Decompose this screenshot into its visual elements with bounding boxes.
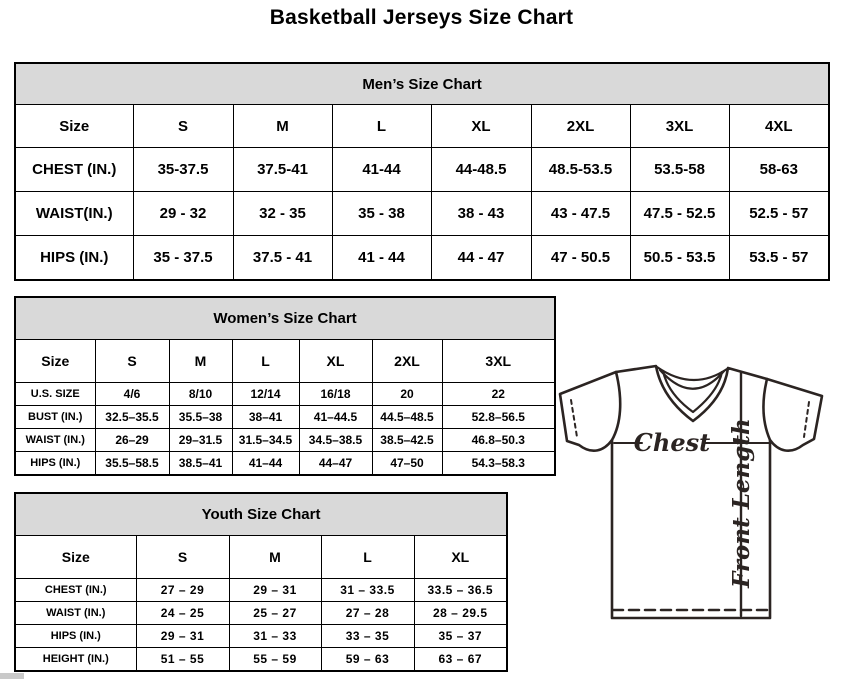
- table-cell: 34.5–38.5: [299, 429, 372, 452]
- table-cell: 52.8–56.5: [442, 406, 555, 429]
- table-cell: 35 - 38: [332, 192, 431, 236]
- row-label: CHEST (IN.): [15, 148, 133, 192]
- table-cell: 27 – 29: [136, 579, 229, 602]
- table-cell: 20: [372, 383, 442, 406]
- table-cell: 47–50: [372, 452, 442, 476]
- table-cell: 54.3–58.3: [442, 452, 555, 476]
- table-cell: 31.5–34.5: [232, 429, 299, 452]
- table-cell: 27 – 28: [321, 602, 414, 625]
- table-cell: 32 - 35: [233, 192, 332, 236]
- womens-size-chart-table: [14, 296, 556, 476]
- row-label: HIPS (IN.): [15, 452, 95, 476]
- chest-label: Chest: [633, 428, 711, 457]
- table-cell: 41-44: [332, 148, 431, 192]
- table-cell: 29 – 31: [229, 579, 321, 602]
- column-header: XL: [299, 340, 372, 383]
- column-header: 4XL: [729, 105, 829, 148]
- row-label: WAIST (IN.): [15, 602, 136, 625]
- column-header: 2XL: [531, 105, 630, 148]
- table-row: [15, 625, 507, 648]
- table-cell: 47.5 - 52.5: [630, 192, 729, 236]
- column-header: S: [133, 105, 233, 148]
- table-cell: 38–41: [232, 406, 299, 429]
- table-row: [15, 192, 829, 236]
- column-header: Size: [15, 340, 95, 383]
- table-cell: 53.5-58: [630, 148, 729, 192]
- column-header: XL: [414, 536, 507, 579]
- table-cell: 44–47: [299, 452, 372, 476]
- jersey-outline: [560, 366, 822, 618]
- table-cell: 33.5 – 36.5: [414, 579, 507, 602]
- table-cell: 38.5–41: [169, 452, 232, 476]
- partial-ui-fragment: [0, 673, 24, 679]
- table-cell: 53.5 - 57: [729, 236, 829, 281]
- table-row: [15, 236, 829, 281]
- womens-chart-header: Women’s Size Chart: [15, 297, 555, 340]
- table-cell: 50.5 - 53.5: [630, 236, 729, 281]
- table-cell: 52.5 - 57: [729, 192, 829, 236]
- table-cell: 28 – 29.5: [414, 602, 507, 625]
- table-cell: 44.5–48.5: [372, 406, 442, 429]
- table-cell: 41–44: [232, 452, 299, 476]
- table-cell: 47 - 50.5: [531, 236, 630, 281]
- table-cell: 35.5–58.5: [95, 452, 169, 476]
- table-row: [15, 148, 829, 192]
- column-header: L: [232, 340, 299, 383]
- table-cell: 31 – 33: [229, 625, 321, 648]
- table-cell: 43 - 47.5: [531, 192, 630, 236]
- table-cell: 38.5–42.5: [372, 429, 442, 452]
- table-cell: 35 - 37.5: [133, 236, 233, 281]
- column-header: M: [229, 536, 321, 579]
- mens-chart-header: Men’s Size Chart: [15, 63, 829, 105]
- table-row: [15, 406, 555, 429]
- row-label: HEIGHT (IN.): [15, 648, 136, 672]
- row-label: HIPS (IN.): [15, 625, 136, 648]
- table-row: [15, 429, 555, 452]
- table-cell: 29 – 31: [136, 625, 229, 648]
- column-header: S: [136, 536, 229, 579]
- table-cell: 44-48.5: [431, 148, 531, 192]
- column-header: M: [233, 105, 332, 148]
- table-cell: 38 - 43: [431, 192, 531, 236]
- table-cell: 35-37.5: [133, 148, 233, 192]
- table-cell: 55 – 59: [229, 648, 321, 672]
- table-cell: 51 – 55: [136, 648, 229, 672]
- youth-size-chart-table: [14, 492, 508, 672]
- table-cell: 37.5-41: [233, 148, 332, 192]
- table-cell: 37.5 - 41: [233, 236, 332, 281]
- table-cell: 41–44.5: [299, 406, 372, 429]
- row-label: BUST (IN.): [15, 406, 95, 429]
- table-cell: 12/14: [232, 383, 299, 406]
- table-row: [15, 383, 555, 406]
- table-cell: 63 – 67: [414, 648, 507, 672]
- table-cell: 59 – 63: [321, 648, 414, 672]
- column-header: Size: [15, 536, 136, 579]
- table-row: [15, 602, 507, 625]
- youth-chart-header: Youth Size Chart: [15, 493, 507, 536]
- column-header: XL: [431, 105, 531, 148]
- table-cell: 26–29: [95, 429, 169, 452]
- column-header: Size: [15, 105, 133, 148]
- table-row: [15, 648, 507, 672]
- row-label: WAIST (IN.): [15, 429, 95, 452]
- table-row: [15, 579, 507, 602]
- table-cell: 16/18: [299, 383, 372, 406]
- table-cell: 44 - 47: [431, 236, 531, 281]
- page-title: Basketball Jerseys Size Chart: [269, 6, 574, 29]
- column-header: 3XL: [630, 105, 729, 148]
- table-cell: 8/10: [169, 383, 232, 406]
- table-cell: 58-63: [729, 148, 829, 192]
- jersey-measurement-diagram: [556, 360, 840, 638]
- table-cell: 46.8–50.3: [442, 429, 555, 452]
- table-row: [15, 452, 555, 476]
- table-cell: 35 – 37: [414, 625, 507, 648]
- row-label: HIPS (IN.): [15, 236, 133, 281]
- column-header: L: [332, 105, 431, 148]
- table-cell: 33 – 35: [321, 625, 414, 648]
- row-label: CHEST (IN.): [15, 579, 136, 602]
- table-cell: 4/6: [95, 383, 169, 406]
- column-header: S: [95, 340, 169, 383]
- column-header: 2XL: [372, 340, 442, 383]
- table-cell: 29 - 32: [133, 192, 233, 236]
- table-cell: 48.5-53.5: [531, 148, 630, 192]
- row-label: U.S. SIZE: [15, 383, 95, 406]
- row-label: WAIST(IN.): [15, 192, 133, 236]
- front-length-label: Front Length: [728, 418, 755, 588]
- table-cell: 32.5–35.5: [95, 406, 169, 429]
- table-cell: 24 – 25: [136, 602, 229, 625]
- table-cell: 25 – 27: [229, 602, 321, 625]
- table-cell: 22: [442, 383, 555, 406]
- table-cell: 29–31.5: [169, 429, 232, 452]
- mens-size-chart-table: [14, 62, 830, 281]
- column-header: L: [321, 536, 414, 579]
- column-header: M: [169, 340, 232, 383]
- table-cell: 31 – 33.5: [321, 579, 414, 602]
- table-cell: 41 - 44: [332, 236, 431, 281]
- table-cell: 35.5–38: [169, 406, 232, 429]
- column-header: 3XL: [442, 340, 555, 383]
